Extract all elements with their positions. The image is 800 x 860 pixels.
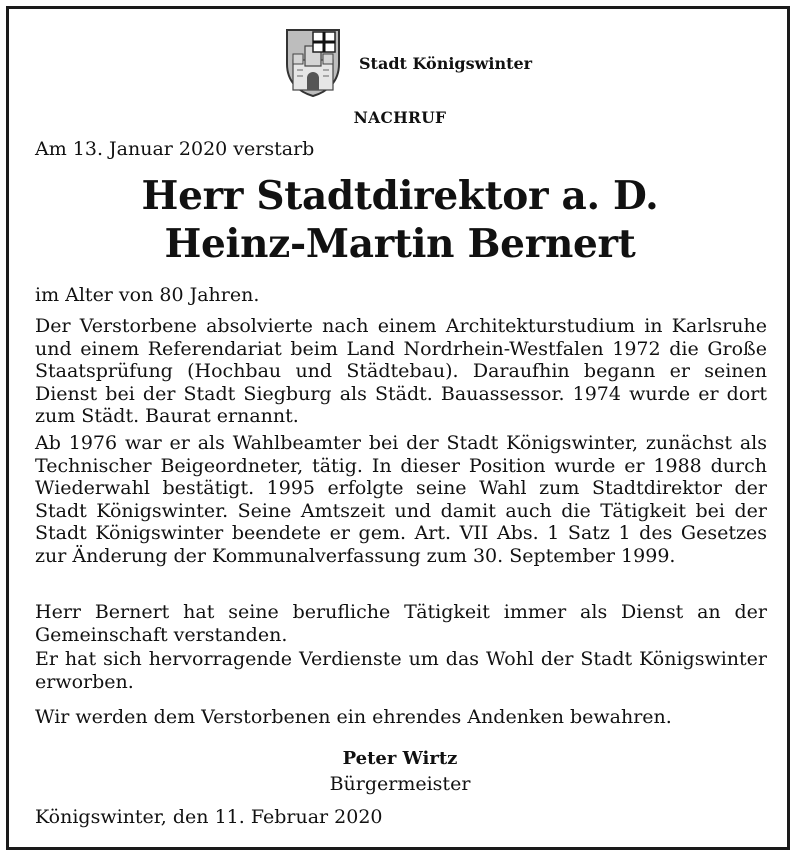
title-line-2: Heinz-Martin Bernert — [164, 221, 636, 267]
header — [283, 26, 532, 98]
paragraph-koenigswinter: Ab 1976 war er als Wahlbeamter bei der Stadt Königswinter, zunächst als Technischer Beigeordneter, tätig. In dieser Position wurde er 1988 durch Wiederwahl bestätigt. 1995 erfolgte seine Wahl zum Stadtdirektor der Stadt Königswinter. Seine Amtszeit und damit auch die Tätigkeit bei der Stadt Königswinter beendete er gem. Art. VII Abs. 1 Satz 1 des Gesetzes zur Änderung der Kommunalverfassung zum 30. September 1999. — [35, 432, 767, 567]
age-line: im Alter von 80 Jahren. — [35, 284, 260, 306]
coat-of-arms-icon — [283, 26, 343, 98]
signature-name: Peter Wirtz — [342, 748, 458, 769]
signature-role: Bürgermeister — [329, 773, 471, 795]
paragraph-career-start: Der Verstorbene absolvierte nach einem Architekturstudium in Karlsruhe und einem Referendariat beim Land Nordrhein-Westfalen 1972 die Große Staatsprüfung (Hochbau und Städtebau). Daraufhin begann er seinen Dienst bei der Stadt Siegburg als Städt. Bauassessor. 1974 wurde er dort zum Städt. Baurat ernannt. — [35, 315, 767, 427]
title-line-1: Herr Stadtdirektor a. D. — [141, 173, 659, 219]
intro-line: Am 13. Januar 2020 verstarb — [35, 138, 315, 160]
paragraph-remembrance: Wir werden dem Verstorbenen ein ehrendes Andenken bewahren. — [35, 706, 672, 728]
place-date: Königswinter, den 11. Februar 2020 — [35, 806, 383, 828]
heading-nachruf: NACHRUF — [353, 108, 447, 127]
paragraph-merits: Er hat sich hervorragende Verdienste um das Wohl der Stadt Königswinter erworben. — [35, 648, 767, 693]
city-name: Stadt Königswinter — [359, 53, 533, 73]
paragraph-service: Herr Bernert hat seine berufliche Tätigkeit immer als Dienst an der Gemeinschaft verstanden. — [35, 601, 767, 646]
